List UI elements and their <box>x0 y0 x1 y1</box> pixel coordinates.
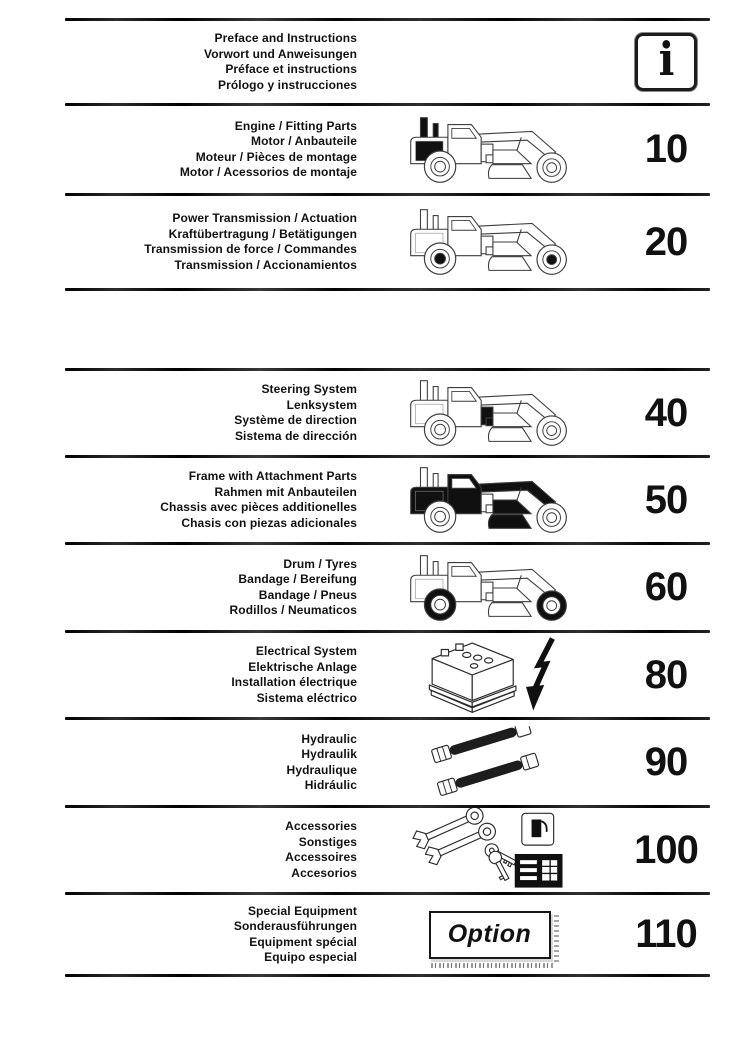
hydraulic-hoses-illustration <box>357 726 622 799</box>
option-illustration <box>357 911 622 959</box>
label-en: Accessories <box>285 819 357 833</box>
label-en: Preface and Instructions <box>214 31 357 45</box>
label-fr: Hydraulique <box>286 762 357 777</box>
section-labels <box>65 211 357 273</box>
info-glyph: i <box>658 32 674 86</box>
toc-row-preface <box>65 21 710 103</box>
section-number: 20 <box>644 219 688 264</box>
section-number: 80 <box>644 652 688 697</box>
toc-row-90 <box>65 720 710 805</box>
battery-lightning-illustration <box>357 634 622 716</box>
section-number: 40 <box>644 390 688 435</box>
label-fr: Système de direction <box>234 413 357 427</box>
label-es: Hidráulic <box>304 778 357 792</box>
toc-row-10 <box>65 106 710 193</box>
label-en: Steering System <box>261 382 357 396</box>
toc-row-40 <box>65 371 710 455</box>
label-de: Bandage / Bereifung <box>238 572 357 586</box>
label-de: Rahmen mit Anbauteilen <box>214 484 357 499</box>
label-fr: Equipment spécial <box>249 934 357 949</box>
label-de: Hydraulik <box>301 747 357 761</box>
empty-band <box>65 291 710 368</box>
toc-row-60 <box>65 545 710 630</box>
label-en: Drum / Tyres <box>283 556 357 571</box>
label-es: Prólogo y instrucciones <box>218 77 357 92</box>
label-en: Special Equipment <box>247 903 357 918</box>
label-es: Sistema eléctrico <box>256 690 357 705</box>
label-de: Lenksystem <box>286 397 357 412</box>
section-labels <box>65 732 357 794</box>
label-es: Rodillos / Neumaticos <box>229 603 357 617</box>
option-box <box>429 911 551 959</box>
wheel-loader-steering-illustration <box>357 373 622 453</box>
section-labels <box>65 557 357 619</box>
label-de: Kraftübertragung / Betätigungen <box>168 226 357 241</box>
label-de: Sonstiges <box>298 834 357 849</box>
tools-keys-placards-illustration <box>357 808 622 892</box>
label-de: Vorwort und Anweisungen <box>204 46 357 61</box>
label-fr: Moteur / Pièces de montage <box>195 149 357 164</box>
label-en: Electrical System <box>255 644 357 658</box>
label-fr: Accessoires <box>285 850 357 864</box>
label-en: Power Transmission / Actuation <box>172 211 357 225</box>
horizontal-rule <box>65 974 710 977</box>
scan-noise <box>431 963 555 968</box>
label-es: Accesorios <box>291 865 357 880</box>
section-number: 10 <box>644 127 688 171</box>
section-number: 60 <box>644 565 688 609</box>
toc-row-50 <box>65 458 710 542</box>
section-labels <box>65 904 357 966</box>
section-labels <box>65 382 357 444</box>
section-labels <box>65 31 357 93</box>
label-es: Motor / Acessorios de montaje <box>179 165 357 179</box>
section-number: 100 <box>634 827 698 872</box>
wheel-loader-engine-illustration <box>357 110 622 190</box>
toc-row-80 <box>65 633 710 717</box>
label-en: Frame with Attachment Parts <box>188 469 357 483</box>
section-labels <box>65 119 357 181</box>
info-icon <box>635 33 697 91</box>
section-labels <box>65 819 357 881</box>
section-number: 90 <box>644 740 688 784</box>
label-es: Chasis con piezas adicionales <box>181 515 357 530</box>
label-de: Elektrische Anlage <box>248 659 357 674</box>
label-fr: Installation électrique <box>231 675 357 689</box>
label-fr: Préface et instructions <box>225 62 357 76</box>
toc-row-100 <box>65 808 710 892</box>
toc-content <box>65 18 710 977</box>
section-number: 50 <box>644 477 688 522</box>
label-fr: Transmission de force / Commandes <box>144 242 357 256</box>
section-labels <box>65 469 357 531</box>
label-fr: Bandage / Pneus <box>258 587 357 602</box>
label-es: Sistema de dirección <box>234 428 357 443</box>
wheel-loader-drivetrain-illustration <box>357 202 622 282</box>
label-de: Motor / Anbauteile <box>250 134 357 148</box>
label-es: Transmission / Accionamientos <box>174 257 357 272</box>
label-es: Equipo especial <box>264 950 357 964</box>
section-labels <box>65 644 357 706</box>
label-en: Engine / Fitting Parts <box>234 118 357 133</box>
wheel-loader-tyres-illustration <box>357 548 622 628</box>
label-de: Sonderausführungen <box>233 919 357 933</box>
label-fr: Chassis avec pièces additionelles <box>160 500 357 514</box>
label-en: Hydraulic <box>301 731 357 746</box>
toc-row-110 <box>65 895 710 974</box>
section-marker <box>622 33 710 91</box>
section-number: 110 <box>635 912 697 956</box>
option-label: Option <box>429 911 551 959</box>
wheel-loader-frame-illustration <box>357 460 622 540</box>
scan-noise <box>554 915 559 963</box>
toc-row-20 <box>65 196 710 288</box>
